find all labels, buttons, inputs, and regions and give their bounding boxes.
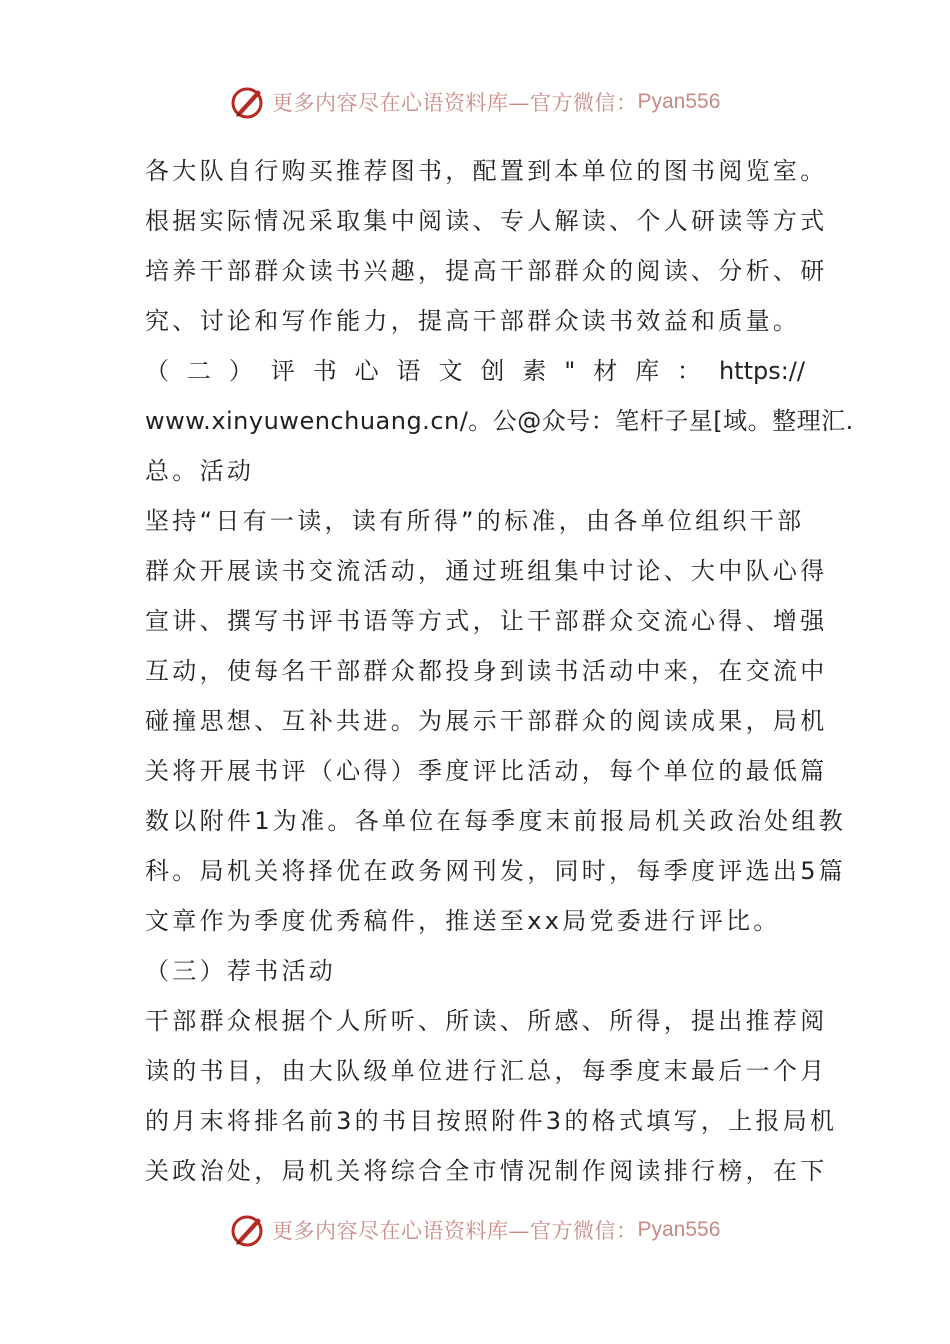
wechat-id: Pyan556 (637, 90, 721, 113)
banner-text: 更多内容尽在心语资料库—官方微信： (272, 91, 638, 115)
text-line: 互动，使每名干部群众都投身到读书活动中来，在交流中 (145, 657, 828, 685)
header-banner (228, 80, 720, 124)
text-line: 碰撞思想、互补共进。为展示干部群众的阅读成果，局机 (145, 707, 828, 735)
text-line: 培养干部群众读书兴趣，提高干部群众的阅读、分析、研 (145, 257, 828, 285)
text-line: 坚持“日有一读，读有所得”的标准，由各单位组织干部 (145, 507, 805, 535)
pen-logo-icon (228, 1210, 268, 1250)
text-line: 读的书目，由大队级单位进行汇总，每季度末最后一个月 (145, 1057, 828, 1085)
text-line: 究、讨论和写作能力，提高干部群众读书效益和质量。 (145, 307, 801, 335)
footer-banner (228, 1208, 720, 1252)
text-line: 关将开展书评（心得）季度评比活动，每个单位的最低篇 (145, 757, 828, 785)
url-line: www.xinyuwenchuang.cn/。公@众号：笔杆子星[域。整理汇. (145, 407, 854, 435)
pen-logo-icon (228, 82, 268, 122)
text-line: 总。活动 (145, 457, 255, 485)
text-line: 各大队自行购买推荐图书，配置到本单位的图书阅览室。 (145, 157, 828, 185)
section-heading-line: （ 二 ） 评 书 心 语 文 创 素 " 材 库 ： https:// (145, 346, 805, 396)
text-line: 数以附件1为准。各单位在每季度末前报局机关政治处组教 (145, 807, 847, 835)
text-line: 干部群众根据个人所听、所读、所感、所得，提出推荐阅 (145, 1007, 828, 1035)
wechat-id: Pyan556 (637, 1218, 721, 1241)
text-line: 关政治处，局机关将综合全市情况制作阅读排行榜，在下 (145, 1157, 828, 1185)
document-body (145, 146, 854, 1196)
section-heading: （三）荐书活动 (145, 957, 337, 985)
text-line: 根据实际情况采取集中阅读、专人解读、个人研读等方式 (145, 207, 828, 235)
text-line: 文章作为季度优秀稿件，推送至xx局党委进行评比。 (145, 907, 781, 935)
text-line: 群众开展读书交流活动，通过班组集中讨论、大中队心得 (145, 557, 828, 585)
url-link[interactable]: https:// (718, 357, 805, 385)
text-line: 的月末将排名前3的书目按照附件3的格式填写，上报局机 (145, 1107, 838, 1135)
banner-text: 更多内容尽在心语资料库—官方微信： (272, 1219, 638, 1243)
text-line: 科。局机关将择优在政务网刊发，同时，每季度评选出5篇 (145, 857, 847, 885)
text-line: 宣讲、撰写书评书语等方式，让干部群众交流心得、增强 (145, 607, 828, 635)
